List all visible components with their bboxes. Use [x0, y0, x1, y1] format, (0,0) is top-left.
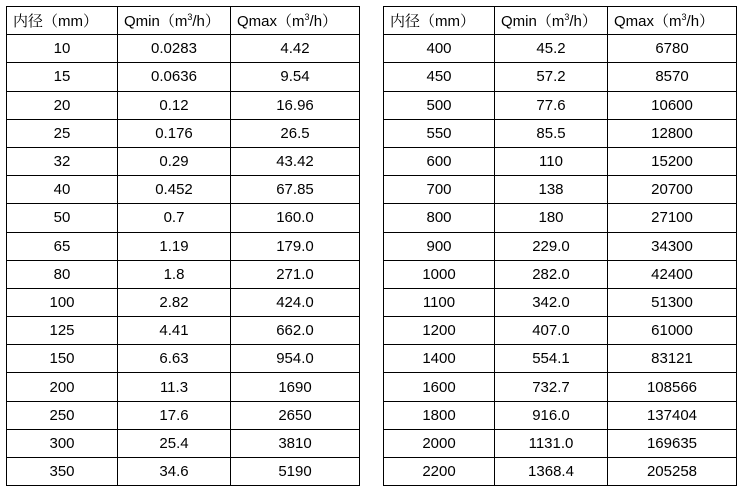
cell-qmax: 424.0: [231, 288, 360, 316]
right-table: [383, 6, 737, 486]
cell-inner-diameter: 80: [7, 260, 118, 288]
table-row: [384, 458, 737, 486]
cell-qmin: 0.0636: [118, 63, 231, 91]
table-row: [384, 260, 737, 288]
cell-qmax: 169635: [608, 429, 737, 457]
cell-qmax: 20700: [608, 176, 737, 204]
cell-inner-diameter: 450: [384, 63, 495, 91]
cell-inner-diameter: 1100: [384, 288, 495, 316]
cell-inner-diameter: 400: [384, 35, 495, 63]
cell-inner-diameter: 32: [7, 147, 118, 175]
cell-qmin: 6.63: [118, 345, 231, 373]
table-row: [384, 429, 737, 457]
cell-inner-diameter: 15: [7, 63, 118, 91]
cell-qmax: 27100: [608, 204, 737, 232]
table-row: [7, 373, 360, 401]
column-header-qmax: $Qmax(m^3/h)$: [231, 7, 360, 35]
cell-qmin: 554.1: [495, 345, 608, 373]
table-row: [384, 373, 737, 401]
table-row: [384, 317, 737, 345]
table-row: [7, 458, 360, 486]
cell-qmin: 45.2: [495, 35, 608, 63]
table-row: [384, 63, 737, 91]
cell-inner-diameter: 1200: [384, 317, 495, 345]
table-row: [384, 345, 737, 373]
cell-qmax: 67.85: [231, 176, 360, 204]
cell-qmax: 10600: [608, 91, 737, 119]
cell-qmax: 26.5: [231, 119, 360, 147]
cell-inner-diameter: 550: [384, 119, 495, 147]
cell-qmax: 34300: [608, 232, 737, 260]
cell-qmin: 11.3: [118, 373, 231, 401]
cell-inner-diameter: 350: [7, 458, 118, 486]
column-header-inner-diameter: 内径（mm）: [7, 7, 118, 35]
cell-qmin: 25.4: [118, 429, 231, 457]
cell-qmax: 9.54: [231, 63, 360, 91]
table-header-row: [384, 7, 737, 35]
cell-qmin: 0.29: [118, 147, 231, 175]
table-row: [7, 260, 360, 288]
cell-qmax: 42400: [608, 260, 737, 288]
cell-inner-diameter: 2000: [384, 429, 495, 457]
cell-qmin: 0.452: [118, 176, 231, 204]
cell-qmin: 180: [495, 204, 608, 232]
cell-inner-diameter: 1600: [384, 373, 495, 401]
cell-qmin: 57.2: [495, 63, 608, 91]
table-row: [7, 35, 360, 63]
cell-qmin: 77.6: [495, 91, 608, 119]
cell-qmin: 0.176: [118, 119, 231, 147]
table-header-row: [7, 7, 360, 35]
table-row: [384, 232, 737, 260]
cell-qmin: 0.12: [118, 91, 231, 119]
cell-qmin: 2.82: [118, 288, 231, 316]
cell-qmin: 407.0: [495, 317, 608, 345]
right-table-body: [384, 35, 737, 486]
cell-inner-diameter: 800: [384, 204, 495, 232]
column-header-qmin: $Qmin(m^3/h)$: [495, 7, 608, 35]
column-header-qmin: $Qmin(m^3/h)$: [118, 7, 231, 35]
table-row: [384, 147, 737, 175]
table-row: [7, 429, 360, 457]
cell-inner-diameter: 50: [7, 204, 118, 232]
cell-inner-diameter: 1800: [384, 401, 495, 429]
cell-qmax: 662.0: [231, 317, 360, 345]
cell-qmax: 6780: [608, 35, 737, 63]
cell-inner-diameter: 40: [7, 176, 118, 204]
table-row: [7, 176, 360, 204]
cell-inner-diameter: 10: [7, 35, 118, 63]
cell-inner-diameter: 900: [384, 232, 495, 260]
cell-qmax: 61000: [608, 317, 737, 345]
table-row: [7, 232, 360, 260]
cell-inner-diameter: 100: [7, 288, 118, 316]
table-row: [7, 345, 360, 373]
cell-qmin: 0.7: [118, 204, 231, 232]
cell-qmin: 1.19: [118, 232, 231, 260]
cell-qmax: 51300: [608, 288, 737, 316]
table-row: [384, 176, 737, 204]
cell-qmin: 110: [495, 147, 608, 175]
cell-inner-diameter: 2200: [384, 458, 495, 486]
cell-qmax: 8570: [608, 63, 737, 91]
cell-inner-diameter: 125: [7, 317, 118, 345]
cell-inner-diameter: 1400: [384, 345, 495, 373]
cell-qmin: 4.41: [118, 317, 231, 345]
table-row: [384, 401, 737, 429]
cell-qmin: 34.6: [118, 458, 231, 486]
table-row: [7, 317, 360, 345]
column-header-qmax: $Qmax(m^3/h)$: [608, 7, 737, 35]
cell-qmax: 5190: [231, 458, 360, 486]
table-row: [384, 204, 737, 232]
cell-qmax: 43.42: [231, 147, 360, 175]
cell-inner-diameter: 600: [384, 147, 495, 175]
table-row: [7, 119, 360, 147]
cell-qmin: 85.5: [495, 119, 608, 147]
cell-inner-diameter: 300: [7, 429, 118, 457]
cell-inner-diameter: 65: [7, 232, 118, 260]
table-row: [7, 147, 360, 175]
table-row: [7, 401, 360, 429]
cell-inner-diameter: 250: [7, 401, 118, 429]
cell-qmin: 0.0283: [118, 35, 231, 63]
cell-qmin: 229.0: [495, 232, 608, 260]
cell-qmin: 1368.4: [495, 458, 608, 486]
cell-qmax: 954.0: [231, 345, 360, 373]
cell-qmax: 2650: [231, 401, 360, 429]
table-row: [384, 288, 737, 316]
cell-qmin: 732.7: [495, 373, 608, 401]
cell-qmax: 83121: [608, 345, 737, 373]
cell-inner-diameter: 1000: [384, 260, 495, 288]
table-row: [7, 63, 360, 91]
table-row: [384, 35, 737, 63]
cell-qmin: 17.6: [118, 401, 231, 429]
cell-qmax: 205258: [608, 458, 737, 486]
cell-qmax: 4.42: [231, 35, 360, 63]
cell-inner-diameter: 500: [384, 91, 495, 119]
cell-qmax: 179.0: [231, 232, 360, 260]
cell-qmax: 1690: [231, 373, 360, 401]
cell-qmax: 15200: [608, 147, 737, 175]
column-header-inner-diameter: 内径（mm）: [384, 7, 495, 35]
cell-qmax: 271.0: [231, 260, 360, 288]
left-table-body: [7, 35, 360, 486]
cell-qmax: 108566: [608, 373, 737, 401]
cell-qmax: 160.0: [231, 204, 360, 232]
cell-qmax: 12800: [608, 119, 737, 147]
cell-inner-diameter: 20: [7, 91, 118, 119]
cell-inner-diameter: 150: [7, 345, 118, 373]
cell-qmax: 137404: [608, 401, 737, 429]
cell-inner-diameter: 200: [7, 373, 118, 401]
cell-qmin: 282.0: [495, 260, 608, 288]
table-row: [384, 91, 737, 119]
cell-qmin: 1131.0: [495, 429, 608, 457]
table-row: [7, 91, 360, 119]
cell-qmin: 138: [495, 176, 608, 204]
left-table: [6, 6, 360, 486]
cell-inner-diameter: 700: [384, 176, 495, 204]
cell-qmin: 1.8: [118, 260, 231, 288]
cell-qmax: 3810: [231, 429, 360, 457]
cell-qmax: 16.96: [231, 91, 360, 119]
cell-qmin: 342.0: [495, 288, 608, 316]
table-row: [7, 288, 360, 316]
cell-qmin: 916.0: [495, 401, 608, 429]
cell-inner-diameter: 25: [7, 119, 118, 147]
table-row: [7, 204, 360, 232]
table-row: [384, 119, 737, 147]
